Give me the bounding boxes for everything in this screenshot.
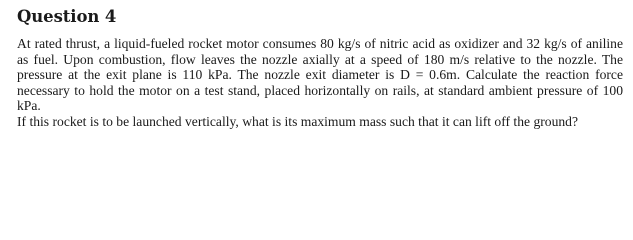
question-body xyxy=(17,36,623,130)
question-paragraph-2: If this rocket is to be launched vertically, what is its maximum mass such that it can lift off the ground? xyxy=(17,113,578,129)
question-paragraph-1: At rated thrust, a liquid-fueled rocket motor consumes 80 kg/s of nitric acid as oxidizer and 32 kg/s of aniline as fuel. Upon combustion, flow leaves the nozzle axially at a speed of 180 m/s relative to the nozzle. The pressure at the exit plane is 110 kPa. The nozzle exit diameter is D = 0.6m. Calculate the reaction force necessary to hold the motor on a test stand, placed horizontally on rails, at standard ambient pressure of 100 kPa. xyxy=(17,36,623,114)
question-title: Question 4 xyxy=(17,7,117,26)
